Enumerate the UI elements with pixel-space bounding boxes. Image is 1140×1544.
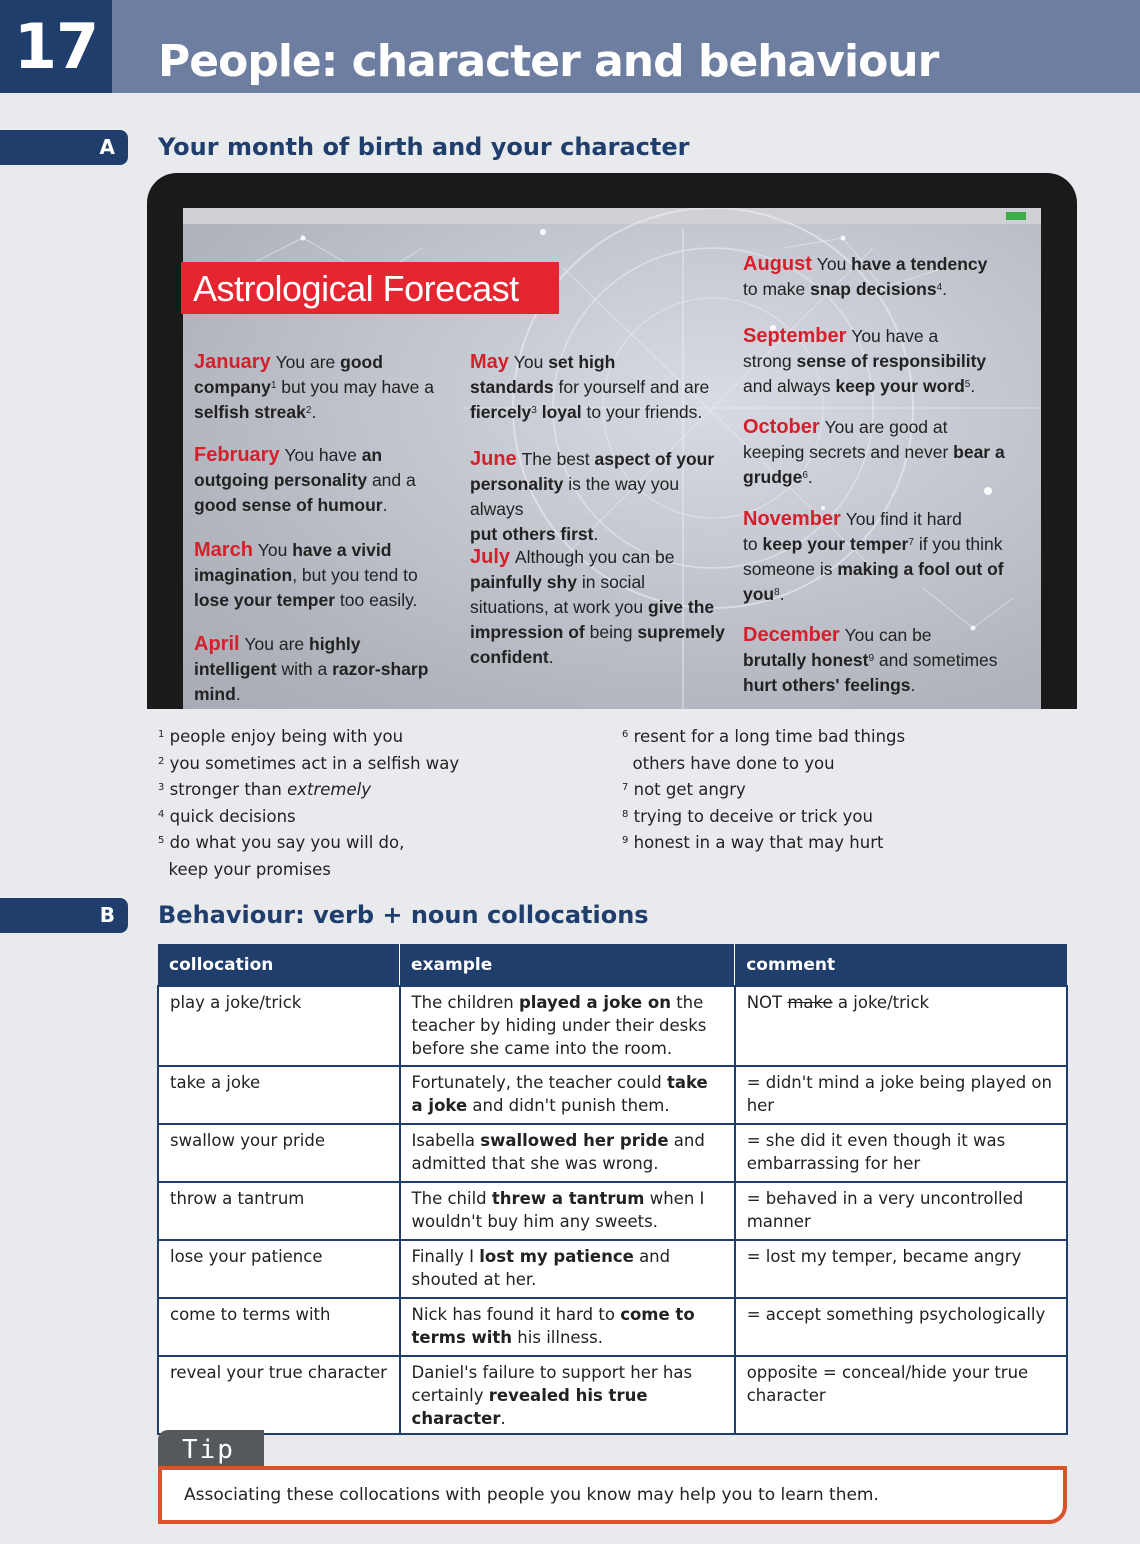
comment-cell: = she did it even though it was embarrassing for her: [735, 1124, 1067, 1182]
comment-cell: NOT make a joke/trick: [735, 986, 1067, 1066]
section-a-title: Your month of birth and your character: [158, 133, 690, 161]
tip-label: Tip: [158, 1430, 264, 1468]
month-july: July Although you can be painfully shy in social situations, at work you give the impression of being supremely confident.: [470, 546, 725, 667]
month-october: October You are good at keeping secrets and never bear a grudge$^6$.: [743, 416, 1005, 487]
footnote: $^2$ you sometimes act in a selfish way: [158, 753, 460, 773]
collocation-cell: play a joke/trick: [158, 986, 400, 1066]
table-row: [158, 1066, 1067, 1124]
example-cell: Isabella swallowed her pride and admitted that she was wrong.: [400, 1124, 735, 1182]
example-cell: Fortunately, the teacher could take a joke and didn't punish them.: [400, 1066, 735, 1124]
tip-box: Associating these collocations with people you know may help you to learn them.: [158, 1466, 1067, 1524]
month-november: November You find it hard to keep your temper$^7$ if you think someone is making a fool out of you$^8$.: [743, 508, 1004, 604]
section-b-title: Behaviour: verb + noun collocations: [158, 901, 649, 929]
footnote: $^9$ honest in a way that may hurt: [622, 833, 884, 852]
comment-cell: = behaved in a very uncontrolled manner: [735, 1182, 1067, 1240]
table-row: [158, 1182, 1067, 1240]
collocation-cell: throw a tantrum: [158, 1182, 400, 1240]
month-february: February You have an outgoing personality and a good sense of humour.: [194, 444, 416, 515]
collocation-cell: reveal your true character: [158, 1356, 400, 1434]
footnote: $^8$ trying to deceive or trick you: [622, 806, 873, 826]
month-september: September You have a strong sense of responsibility and always keep your word$^5$.: [743, 325, 987, 396]
collocation-cell: swallow your pride: [158, 1124, 400, 1182]
example-cell: The child threw a tantrum when I wouldn't buy him any sweets.: [400, 1182, 735, 1240]
column-header: comment: [735, 944, 1067, 986]
forecast-heading: Astrological Forecast: [181, 262, 559, 314]
column-header: example: [400, 944, 735, 986]
month-june: June The best aspect of your personality is the way you always put others first.: [470, 448, 715, 544]
collocation-cell: come to terms with: [158, 1298, 400, 1356]
unit-number: 17: [0, 0, 112, 93]
table-row: [158, 1124, 1067, 1182]
table-row: [158, 986, 1067, 1066]
footnote: $^7$ not get angry: [622, 780, 746, 799]
month-march: March You have a vivid imagination, but you tend to lose your temper too easily.: [194, 539, 418, 610]
collocation-cell: lose your patience: [158, 1240, 400, 1298]
comment-cell: = didn't mind a joke being played on her: [735, 1066, 1067, 1124]
month-april: April You are highly intelligent with a razor-sharp mind.: [194, 633, 429, 704]
table-row: [158, 1240, 1067, 1298]
unit-header: [0, 0, 1140, 93]
month-january: January You are good company$^1$ but you may have a selfish streak$^2$.: [194, 351, 434, 422]
comment-cell: = lost my temper, became angry: [735, 1240, 1067, 1298]
footnote: $^4$ quick decisions: [158, 806, 296, 826]
collocations-table: [157, 944, 1068, 1435]
footnote: $^1$ people enjoy being with you: [158, 727, 404, 746]
section-a-tab: A: [0, 130, 128, 165]
example-cell: Daniel's failure to support her has certainly revealed his true character.: [400, 1356, 735, 1434]
footnotes-left: [158, 724, 598, 883]
section-b-tab: B: [0, 898, 128, 933]
example-cell: Nick has found it hard to come to terms with his illness.: [400, 1298, 735, 1356]
month-august: August You have a tendency to make snap decisions$^4$.: [743, 253, 988, 299]
example-cell: Finally I lost my patience and shouted at her.: [400, 1240, 735, 1298]
month-december: December You can be brutally honest$^9$ and sometimes hurt others' feelings.: [743, 624, 998, 695]
comment-cell: = accept something psychologically: [735, 1298, 1067, 1356]
column-header: collocation: [158, 944, 400, 986]
page-title: People: character and behaviour: [158, 36, 939, 87]
collocation-cell: take a joke: [158, 1066, 400, 1124]
comment-cell: opposite = conceal/hide your true character: [735, 1356, 1067, 1434]
table-row: [158, 1356, 1067, 1434]
footnotes-right: [622, 724, 1062, 857]
footnote: $^5$ do what you say you will do, keep your promises: [158, 833, 405, 879]
footnote: $^6$ resent for a long time bad things others have done to you: [622, 727, 906, 773]
table-header-row: [158, 944, 1067, 986]
table-row: [158, 1298, 1067, 1356]
footnote: $^3$ stronger than extremely: [158, 780, 371, 799]
example-cell: The children played a joke on the teacher by hiding under their desks before she came into the room.: [400, 986, 735, 1066]
month-may: May You set high standards for yourself and are fiercely$^3$ loyal to your friends.: [470, 351, 710, 422]
